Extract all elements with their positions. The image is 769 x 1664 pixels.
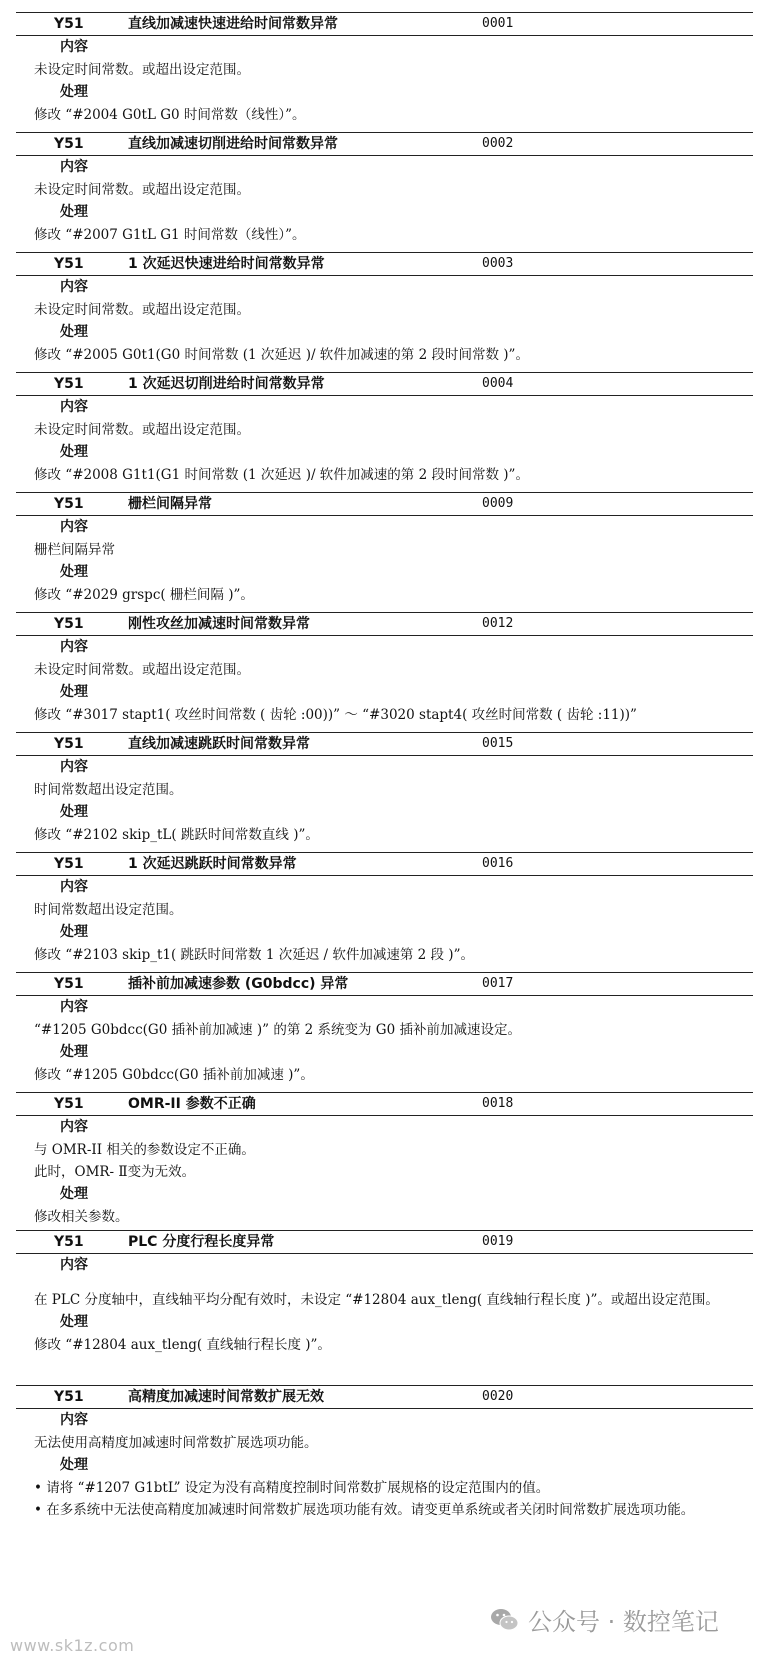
alarm-number: 0020 (482, 1389, 514, 1404)
alarm-number: 0004 (482, 376, 514, 391)
alarm-entry (0, 852, 769, 966)
handling-text: • 在多系统中无法使高精度加减速时间常数扩展选项功能有效。请变更单系统或者关闭时间常数扩展选项功能。 (34, 1502, 695, 1518)
content-label: 内容 (60, 1257, 88, 1273)
alarm-entry (0, 372, 769, 486)
alarm-code: Y51 (54, 616, 84, 632)
content-label: 内容 (60, 159, 88, 175)
wechat-watermark (484, 1600, 725, 1639)
alarm-code: Y51 (54, 1096, 84, 1112)
alarm-number: 0015 (482, 736, 514, 751)
alarm-number: 0009 (482, 496, 514, 511)
alarm-number: 0002 (482, 136, 514, 151)
content-text: 时间常数超出设定范围。 (34, 902, 183, 918)
handling-label: 处理 (60, 1044, 88, 1060)
content-text: 未设定时间常数。或超出设定范围。 (34, 662, 250, 678)
content-label: 内容 (60, 999, 88, 1015)
content-text: 未设定时间常数。或超出设定范围。 (34, 62, 250, 78)
content-label: 内容 (60, 279, 88, 295)
handling-text: 修改 “#2007 G1tL G1 时间常数（线性）”。 (34, 227, 306, 243)
alarm-header (16, 492, 753, 516)
handling-label: 处理 (60, 444, 88, 460)
handling-label: 处理 (60, 684, 88, 700)
alarm-entry (0, 132, 769, 246)
alarm-entry (0, 12, 769, 126)
handling-label: 处理 (60, 804, 88, 820)
site-watermark: www.sk1z.com (10, 1636, 135, 1655)
handling-label: 处理 (60, 84, 88, 100)
handling-text: • 请将 “#1207 G1btL” 设定为没有高精度控制时间常数扩展规格的设定范围内的值。 (34, 1480, 550, 1496)
content-label: 内容 (60, 399, 88, 415)
handling-text: 修改 “#3017 stapt1( 攻丝时间常数 ( 齿轮 :00))” ～ “#3020 stapt4( 攻丝时间常数 ( 齿轮 :11))” (34, 707, 637, 723)
content-label: 内容 (60, 1119, 88, 1135)
content-text: “#1205 G0bdcc(G0 插补前加减速 )” 的第 2 系统变为 G0 插补前加减速设定。 (34, 1022, 521, 1038)
wechat-icon (490, 1607, 520, 1633)
handling-text: 修改 “#2004 G0tL G0 时间常数（线性）”。 (34, 107, 306, 123)
alarm-header (16, 972, 753, 996)
handling-label: 处理 (60, 1457, 88, 1473)
content-text: 此时，OMR- Ⅱ变为无效。 (34, 1164, 196, 1180)
alarm-title: 1 次延迟切削进给时间常数异常 (128, 376, 325, 392)
alarm-code: Y51 (54, 256, 84, 272)
alarm-entry (0, 732, 769, 846)
alarm-number: 0018 (482, 1096, 514, 1111)
alarm-entry (0, 612, 769, 726)
handling-text: 修改 “#12804 aux_tleng( 直线轴行程长度 )”。 (34, 1337, 331, 1353)
alarm-title: OMR-II 参数不正确 (128, 1096, 256, 1112)
alarm-title: 直线加减速跳跃时间常数异常 (128, 736, 310, 752)
handling-text: 修改 “#2005 G0t1(G0 时间常数 (1 次延迟 )/ 软件加减速的第 2 段时间常数 )”。 (34, 347, 529, 363)
alarm-number: 0016 (482, 856, 514, 871)
content-text: 在 PLC 分度轴中，直线轴平均分配有效时，未设定 “#12804 aux_tleng( 直线轴行程长度 )”。或超出设定范围。 (34, 1292, 719, 1308)
content-text: 未设定时间常数。或超出设定范围。 (34, 422, 250, 438)
alarm-header (16, 252, 753, 276)
alarm-number: 0017 (482, 976, 514, 991)
alarm-code: Y51 (54, 496, 84, 512)
handling-label: 处理 (60, 204, 88, 220)
content-text: 栅栏间隔异常 (34, 542, 115, 558)
alarm-header (16, 12, 753, 36)
alarm-title: 高精度加减速时间常数扩展无效 (128, 1389, 324, 1405)
alarm-header (16, 1230, 753, 1254)
content-text: 与 OMR-II 相关的参数设定不正确。 (34, 1142, 255, 1158)
alarm-header (16, 732, 753, 756)
alarm-number: 0003 (482, 256, 514, 271)
alarm-title: 刚性攻丝加减速时间常数异常 (128, 616, 310, 632)
handling-text: 修改 “#2029 grspc( 栅栏间隔 )”。 (34, 587, 254, 603)
alarm-entry (0, 492, 769, 606)
alarm-header (16, 852, 753, 876)
alarm-number: 0001 (482, 16, 514, 31)
handling-label: 处理 (60, 564, 88, 580)
alarm-number: 0019 (482, 1234, 514, 1249)
content-text: 无法使用高精度加减速时间常数扩展选项功能。 (34, 1435, 318, 1451)
alarm-title: 1 次延迟快速进给时间常数异常 (128, 256, 325, 272)
alarm-entry (0, 1230, 769, 1356)
alarm-entry (0, 972, 769, 1086)
content-label: 内容 (60, 519, 88, 535)
alarm-entry (0, 252, 769, 366)
alarm-code: Y51 (54, 976, 84, 992)
alarm-title: 直线加减速切削进给时间常数异常 (128, 136, 338, 152)
handling-text: 修改 “#2102 skip_tL( 跳跃时间常数直线 )”。 (34, 827, 319, 843)
content-text: 时间常数超出设定范围。 (34, 782, 183, 798)
content-label: 内容 (60, 879, 88, 895)
alarm-entry (0, 1385, 769, 1521)
content-label: 内容 (60, 759, 88, 775)
alarm-title: 直线加减速快速进给时间常数异常 (128, 16, 338, 32)
alarm-header (16, 612, 753, 636)
alarm-code: Y51 (54, 1389, 84, 1405)
handling-text: 修改 “#2008 G1t1(G1 时间常数 (1 次延迟 )/ 软件加减速的第 2 段时间常数 )”。 (34, 467, 529, 483)
alarm-title: 插补前加减速参数 (G0bdcc) 异常 (128, 976, 349, 992)
alarm-header (16, 1092, 753, 1116)
alarm-title: 栅栏间隔异常 (128, 496, 212, 512)
handling-label: 处理 (60, 1186, 88, 1202)
handling-text: 修改相关参数。 (34, 1209, 129, 1225)
handling-label: 处理 (60, 1314, 88, 1330)
handling-text: 修改 “#2103 skip_t1( 跳跃时间常数 1 次延迟 / 软件加减速第 2 段 )”。 (34, 947, 474, 963)
alarm-code: Y51 (54, 856, 84, 872)
handling-label: 处理 (60, 924, 88, 940)
content-label: 内容 (60, 1412, 88, 1428)
alarm-header (16, 132, 753, 156)
alarm-code: Y51 (54, 376, 84, 392)
alarm-number: 0012 (482, 616, 514, 631)
wechat-account-name: 公众号 · 数控笔记 (528, 1608, 719, 1636)
alarm-title: 1 次延迟跳跃时间常数异常 (128, 856, 297, 872)
alarm-header (16, 1385, 753, 1409)
content-label: 内容 (60, 39, 88, 55)
alarm-title: PLC 分度行程长度异常 (128, 1234, 275, 1250)
alarm-header (16, 372, 753, 396)
content-text: 未设定时间常数。或超出设定范围。 (34, 182, 250, 198)
content-text: 未设定时间常数。或超出设定范围。 (34, 302, 250, 318)
alarm-code: Y51 (54, 736, 84, 752)
alarm-entry (0, 1092, 769, 1228)
alarm-code: Y51 (54, 1234, 84, 1250)
handling-text: 修改 “#1205 G0bdcc(G0 插补前加减速 )”。 (34, 1067, 314, 1083)
alarm-code: Y51 (54, 16, 84, 32)
content-label: 内容 (60, 639, 88, 655)
handling-label: 处理 (60, 324, 88, 340)
alarm-code: Y51 (54, 136, 84, 152)
